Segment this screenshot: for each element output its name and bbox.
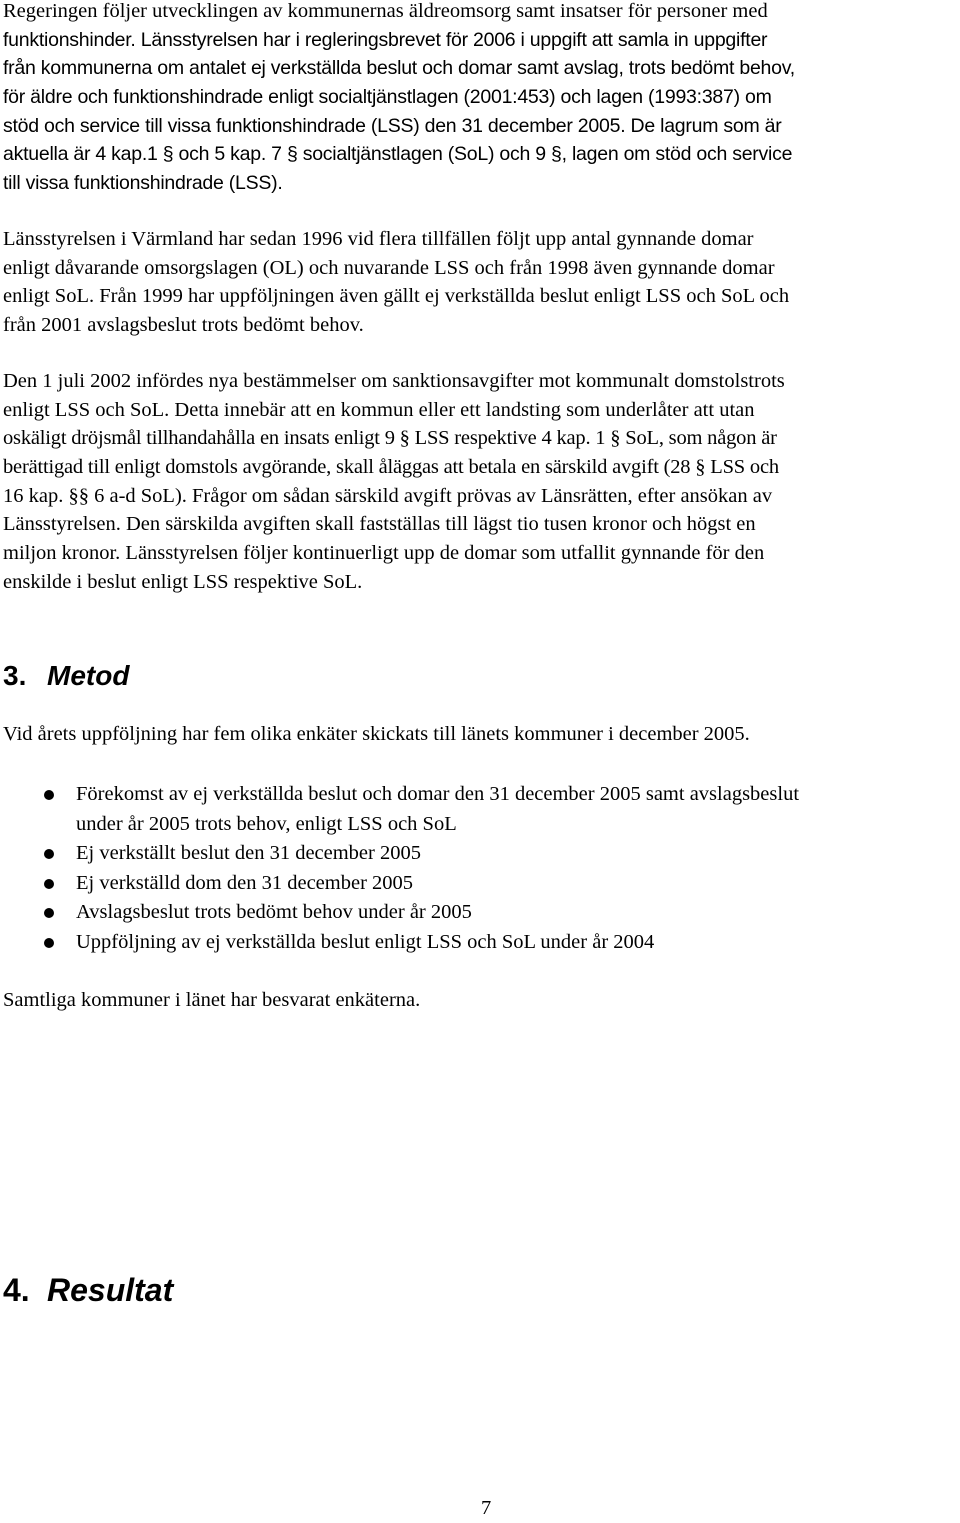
text-line: enligt SoL. Från 1999 har uppföljningen även gällt ej verkställda beslut enligt LSS och SoL och: [3, 285, 790, 308]
list-item-text: Uppföljning av ej verkställda beslut enligt LSS och SoL under år 2004: [76, 930, 655, 953]
text-line: oskäligt dröjsmål tillhandahålla en insats enligt 9 § LSS respektive 4 kap. 1 § SoL, som någon är: [3, 427, 777, 450]
list-item: [3, 898, 799, 928]
method-closing: [3, 986, 955, 1015]
text-line: enskilde i beslut enligt LSS respektive SoL.: [3, 570, 363, 593]
text-line: miljon kronor. Länsstyrelsen följer kontinuerligt upp de domar som utfallit gynnande för den: [3, 542, 765, 565]
text-line: till vissa funktionshindrade (LSS).: [3, 172, 283, 195]
text-line: Samtliga kommuner i länet har besvarat enkäterna.: [3, 989, 421, 1011]
text-line: 16 kap. §§ 6 a-d SoL). Frågor om sådan särskild avgift prövas av Länsrätten, efter ansökan av: [3, 484, 773, 507]
text-line: från kommunerna om antalet ej verkställda beslut och domar samt avslag, trots bedömt behov,: [3, 57, 795, 80]
text-line: Vid årets uppföljning har fem olika enkäter skickats till länets kommuner i december 2005.: [3, 723, 750, 745]
bullet-icon: [44, 849, 54, 859]
list-item: [3, 928, 799, 958]
bullet-icon: [44, 879, 54, 889]
list-item-text: Ej verkställd dom den 31 december 2005: [76, 871, 414, 894]
text-line: för äldre och funktionshindrade enligt socialtjänstlagen (2001:453) och lagen (1993:387) om: [3, 86, 772, 109]
list-item-text: Förekomst av ej verkställda beslut och domar den 31 december 2005 samt avslagsbeslut: [76, 783, 800, 805]
section-number: 3.: [3, 660, 27, 691]
text-line: från 2001 avslagsbeslut trots bedömt behov.: [3, 314, 364, 337]
text-line: funktionshinder. Länsstyrelsen har i regleringsbrevet för 2006 i uppgift att samla in uppgifter: [3, 28, 768, 51]
survey-list: [3, 780, 799, 957]
text-line: Länsstyrelsen. Den särskilda avgiften skall fastställas till lägst tio tusen kronor och högst en: [3, 513, 756, 536]
bullet-icon: [44, 908, 54, 918]
section-heading-metod: [3, 656, 129, 696]
document-page: [3, 0, 955, 1523]
section-number: 4.: [3, 1272, 30, 1308]
text-line: stöd och service till vissa funktionshindrade (LSS) den 31 december 2005. De lagrum som är: [3, 114, 782, 137]
list-item: [3, 839, 799, 869]
section-title: Resultat: [47, 1272, 174, 1308]
list-item-text: Ej verkställt beslut den 31 december 2005: [76, 842, 421, 864]
bullet-icon: [44, 790, 54, 800]
list-item-text: Avslagsbeslut trots bedömt behov under år 2005: [76, 901, 472, 923]
text-line: aktuella är 4 kap.1 § och 5 kap. 7 § socialtjänstlagen (SoL) och 9 §, lagen om stöd och service: [3, 143, 793, 166]
list-item: [3, 869, 799, 899]
text-line: Regeringen följer utvecklingen av kommunernas äldreomsorg samt insatser för personer med: [3, 0, 768, 22]
section-title: Metod: [47, 660, 130, 691]
section-heading-resultat: [3, 1268, 173, 1312]
text-line: berättigad till enligt domstols avgörande, skall åläggas att betala en särskild avgift (28 § LSS och: [3, 456, 779, 479]
text-line: enligt dåvarande omsorgslagen (OL) och nuvarande LSS och från 1998 även gynnande domar: [3, 256, 775, 279]
history-paragraph: [3, 225, 955, 340]
text-line: Länsstyrelsen i Värmland har sedan 1996 vid flera tillfällen följt upp antal gynnande domar: [3, 228, 754, 250]
method-intro: [3, 720, 955, 749]
text-line: Den 1 juli 2002 infördes nya bestämmelser om sanktionsavgifter mot kommunalt domstolstrots: [3, 370, 785, 392]
list-item-text: under år 2005 trots behov, enligt LSS och SoL: [76, 812, 457, 835]
page-number: 7: [481, 1497, 492, 1519]
sanctions-paragraph: [3, 367, 955, 597]
intro-paragraph: [3, 0, 955, 198]
list-item: [3, 780, 799, 839]
bullet-icon: [44, 938, 54, 948]
text-line: enligt LSS och SoL. Detta innebär att en kommun eller ett landsting som underlåter att utan: [3, 398, 755, 421]
